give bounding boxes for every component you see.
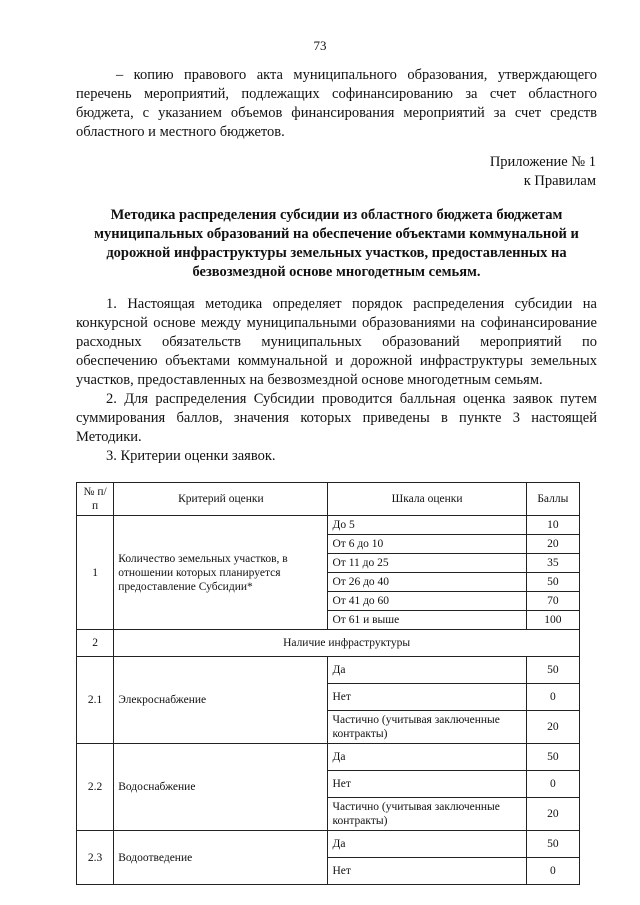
- points-cell: 70: [526, 592, 579, 611]
- table-row: [77, 831, 580, 858]
- scale-cell: От 61 и выше: [328, 611, 526, 630]
- row-criterion: Количество земельных участков, в отношении которых планируется предоставление Субсидии*: [114, 516, 328, 630]
- criteria-table: [76, 482, 580, 885]
- points-cell: 35: [526, 554, 579, 573]
- row-num: 2.2: [77, 744, 114, 831]
- points-cell: 20: [526, 798, 579, 831]
- points-cell: 20: [526, 711, 579, 744]
- row-num: 2.1: [77, 657, 114, 744]
- paragraph-3: 3. Критерии оценки заявок.: [106, 448, 276, 464]
- scale-cell: От 11 до 25: [328, 554, 526, 573]
- scale-cell: Да: [328, 744, 526, 771]
- scale-cell: Да: [328, 831, 526, 858]
- table-row: [77, 657, 580, 684]
- paragraph-1: 1. Настоящая методика определяет порядок распределения субсидии на конкурсной основе между муниципальными образованиями на софинансирование расходных обязательств муниципальных образований мероприятий по обеспечению объектами коммунальной и дорожной инфраструктуры земельных участков, предоставленных на безвозмездной основе многодетным семьям.: [76, 296, 597, 388]
- scale-cell: Нет: [328, 858, 526, 885]
- scale-cell: От 6 до 10: [328, 535, 526, 554]
- section-title: Наличие инфраструктуры: [114, 630, 580, 657]
- points-cell: 50: [526, 831, 579, 858]
- points-cell: 0: [526, 858, 579, 885]
- points-cell: 50: [526, 573, 579, 592]
- intro-paragraph: – копию правового акта муниципального образования, утверждающего перечень мероприятий, подлежащих софинансированию за счет областного бюджета, с указанием объемов финансирования мероприятий за счет средств областного и местного бюджетов.: [76, 67, 597, 140]
- scale-cell: Нет: [328, 771, 526, 798]
- scale-cell: Да: [328, 657, 526, 684]
- appendix-line-1: Приложение № 1: [489, 154, 596, 170]
- paragraph-2: 2. Для распределения Субсидии проводится балльная оценка заявок путем суммирования баллов, значения которых приведены в пункте 3 настоящей Методики.: [76, 391, 597, 445]
- points-cell: 0: [526, 771, 579, 798]
- scale-cell: До 5: [328, 516, 526, 535]
- scale-cell: От 41 до 60: [328, 592, 526, 611]
- points-cell: 100: [526, 611, 579, 630]
- row-criterion: Водоснабжение: [114, 744, 328, 831]
- table-row: [77, 630, 580, 657]
- points-cell: 0: [526, 684, 579, 711]
- table-row: [77, 516, 580, 535]
- points-cell: 20: [526, 535, 579, 554]
- header-points: Баллы: [526, 483, 579, 516]
- points-cell: 50: [526, 657, 579, 684]
- row-criterion: Элекроснабжение: [114, 657, 328, 744]
- row-criterion: Водоотведение: [114, 831, 328, 885]
- header-num: № п/п: [77, 483, 114, 516]
- points-cell: 50: [526, 744, 579, 771]
- page-number: 73: [313, 38, 327, 53]
- table-header-row: [77, 483, 580, 516]
- points-cell: 10: [526, 516, 579, 535]
- methodology-heading: Методика распределения субсидии из областного бюджета бюджетам муниципальных образований на обеспечение объектами коммунальной и дорожной инфраструктуры земельных участков, предоставленных на безвозмездной основе многодетным семьям.: [94, 207, 579, 280]
- scale-cell: От 26 до 40: [328, 573, 526, 592]
- table-row: [77, 744, 580, 771]
- scale-cell: Нет: [328, 684, 526, 711]
- header-scale: Шкала оценки: [328, 483, 526, 516]
- appendix-reference: [490, 153, 596, 191]
- header-criterion: Критерий оценки: [114, 483, 328, 516]
- appendix-line-2: к Правилам: [523, 173, 596, 189]
- row-num: 2.3: [77, 831, 114, 885]
- scale-cell: Частично (учитывая заключенные контракты): [328, 711, 526, 744]
- methodology-body: [76, 295, 597, 466]
- scale-cell: Частично (учитывая заключенные контракты): [328, 798, 526, 831]
- row-num: 1: [77, 516, 114, 630]
- row-num: 2: [77, 630, 114, 657]
